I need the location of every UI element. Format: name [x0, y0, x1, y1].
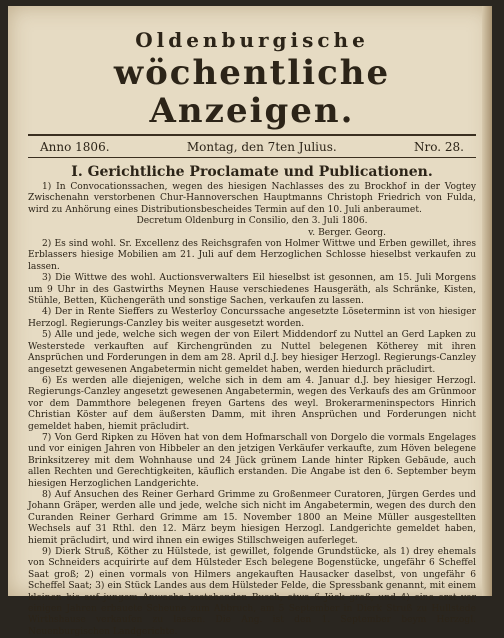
- dateline-rule: [28, 157, 476, 158]
- paragraph: v. Berger. Georg.: [308, 227, 386, 238]
- paragraph: 9) Dierk Struß, Köther zu Hülstede, ist gewillet, folgende Grundstücke, als 1) drey ehemals von Schneiders acquirirte auf dem Hülsteder Esch belegene Bogenstücke, ungefähr 6 Scheffel Saat groß; 2) einen vormals von Hilmers angekauften Hausacker daselbst, von ungefähr 6 Scheffel Saat; 3) ein Stück Landes aus dem Hülsteder Felde, die Spressbank genannt, mit einem kleinen bis auf jungem Anwachs bestehenden Busch, etwa 6 Jück groß, und 4) eine erst vor einigen Jahren erbauete Scheune zum Abbruch, am 5 September in Dierk Struß zu Hullstede Wirthshause verkaufen zu lassen. Die Ang. ist den 1. September beym Herzogl. Neuenburgischen Landgerichte.: [28, 547, 476, 637]
- page-edge: [482, 6, 492, 596]
- paragraph: 3) Die Wittwe des wohl. Auctionsverwalters Eil hieselbst ist gesonnen, am 15. Juli Morgens um 9 Uhr in des Gastwirths Meynen Hause verschiedenes Hausgeräth, als Schränke, Kisten, Stühle, Betten, Küchengeräth und sonstige Sachen, verkaufen zu lassen.: [28, 273, 476, 307]
- paragraph: 1) In Convocationssachen, wegen des hiesigen Nachlasses des zu Brockhof in der Vogtey Zwischenahn verstorbenen Chur-Hannoverschen Hauptmanns Christoph Friedrich von Fulda, wird zu Anhörung eines Distributionsbescheides Termin auf den 10. Juli anberaumet.: [28, 182, 476, 215]
- page-content: [28, 28, 476, 638]
- paragraph: 4) Der in Rente Sieffers zu Westerloy Concurssache angesetzte Löseterminn ist von hiesiger Herzogl. Regierungs-Canzley bis weiter ausgesetzt worden.: [28, 307, 476, 329]
- paragraph: 2) Es sind wohl. Sr. Excellenz des Reichsgrafen von Holmer Wittwe und Erben gewillet, ihres Erblassers hiesige Mobilien am 21. Juli auf dem Herzoglichen Schlosse hieselbst verkaufen zu lassen.: [28, 239, 476, 272]
- paragraph: 6) Es werden alle diejenigen, welche sich in dem am 4. Januar d.J. bey hiesiger Herzogl. Regierungs-Canzley angesetzt gewesenen Angabetermin, wegen des Verkaufs des am Grünmoor vor dem Dammthore belegenen freyen Gartens des weyl. Brokerarmeninspectors Hinrich Christian Köster auf dem äußersten Damm, mit ihren Ansprüchen und Forderungen nicht gemeldet haben, hiemit präcludirt.: [28, 375, 476, 432]
- paragraph: 8) Auf Ansuchen des Reiner Gerhard Grimme zu Großenmeer Curatoren, Jürgen Gerdes und Johann Gräper, werden alle und jede, welche sich nicht im Angabetermin, wegen des durch den Curanden Reiner Gerhard Grimme am 15. November 1800 an Meine Müller ausgestellten Wechsels auf 31 Rthl. den 12. März beym hiesigen Herzogl. Landgerichte gemeldet haben, hiemit präcludirt, und wird ihnen ein ewiges Stillschweigen auferleget.: [28, 489, 476, 546]
- paragraph: Decretum Oldenburg in Consilio, den 3. Juli 1806.: [136, 216, 368, 227]
- issue-date: Montag, den 7ten Julius.: [186, 140, 337, 154]
- article-body: [28, 182, 476, 638]
- paragraph: 7) Von Gerd Ripken zu Höven hat von dem Hofmarschall von Dorgelo die vormals Engelages und vor einigen Jahren von Hibbeler an den jetzigen Verkäufer verkaufte, zum Höven belegene Brinksitzerey mit dem Wohnhause und 24 Jück grünem Lande hinter Ripken Gebäude, auch allen Rechten und Gerechtigkeiten, käuflich erstanden. Die Angabe ist den 6. September beym hiesigen Herzoglichen Landgerichte.: [28, 432, 476, 489]
- masthead-title-line2: wöchentliche Anzeigen.: [113, 53, 391, 131]
- dateline: [28, 136, 476, 157]
- paragraph: 5) Alle und jede, welche sich wegen der von Eilert Middendorf zu Nuttel an Gerd Lapken zu Westerstede verkauften auf Kirchengründen zu Nuttel belegenen Kötherey mit ihren Ansprüchen und Forderungen in dem am 28. April d.J. bey hiesiger Herzogl. Regierungs-Canzley angesetzt gewesenen Angabetermin nicht gemeldet haben, werden hiedurch präcludirt.: [28, 330, 476, 375]
- issue-year: Anno 1806.: [40, 140, 110, 154]
- section-title: I. Gerichtliche Proclamate und Publicationen.: [71, 164, 433, 180]
- newspaper-page: [8, 6, 492, 637]
- masthead-title-line1: Oldenburgische: [135, 28, 369, 52]
- issue-number: Nro. 28.: [414, 140, 464, 154]
